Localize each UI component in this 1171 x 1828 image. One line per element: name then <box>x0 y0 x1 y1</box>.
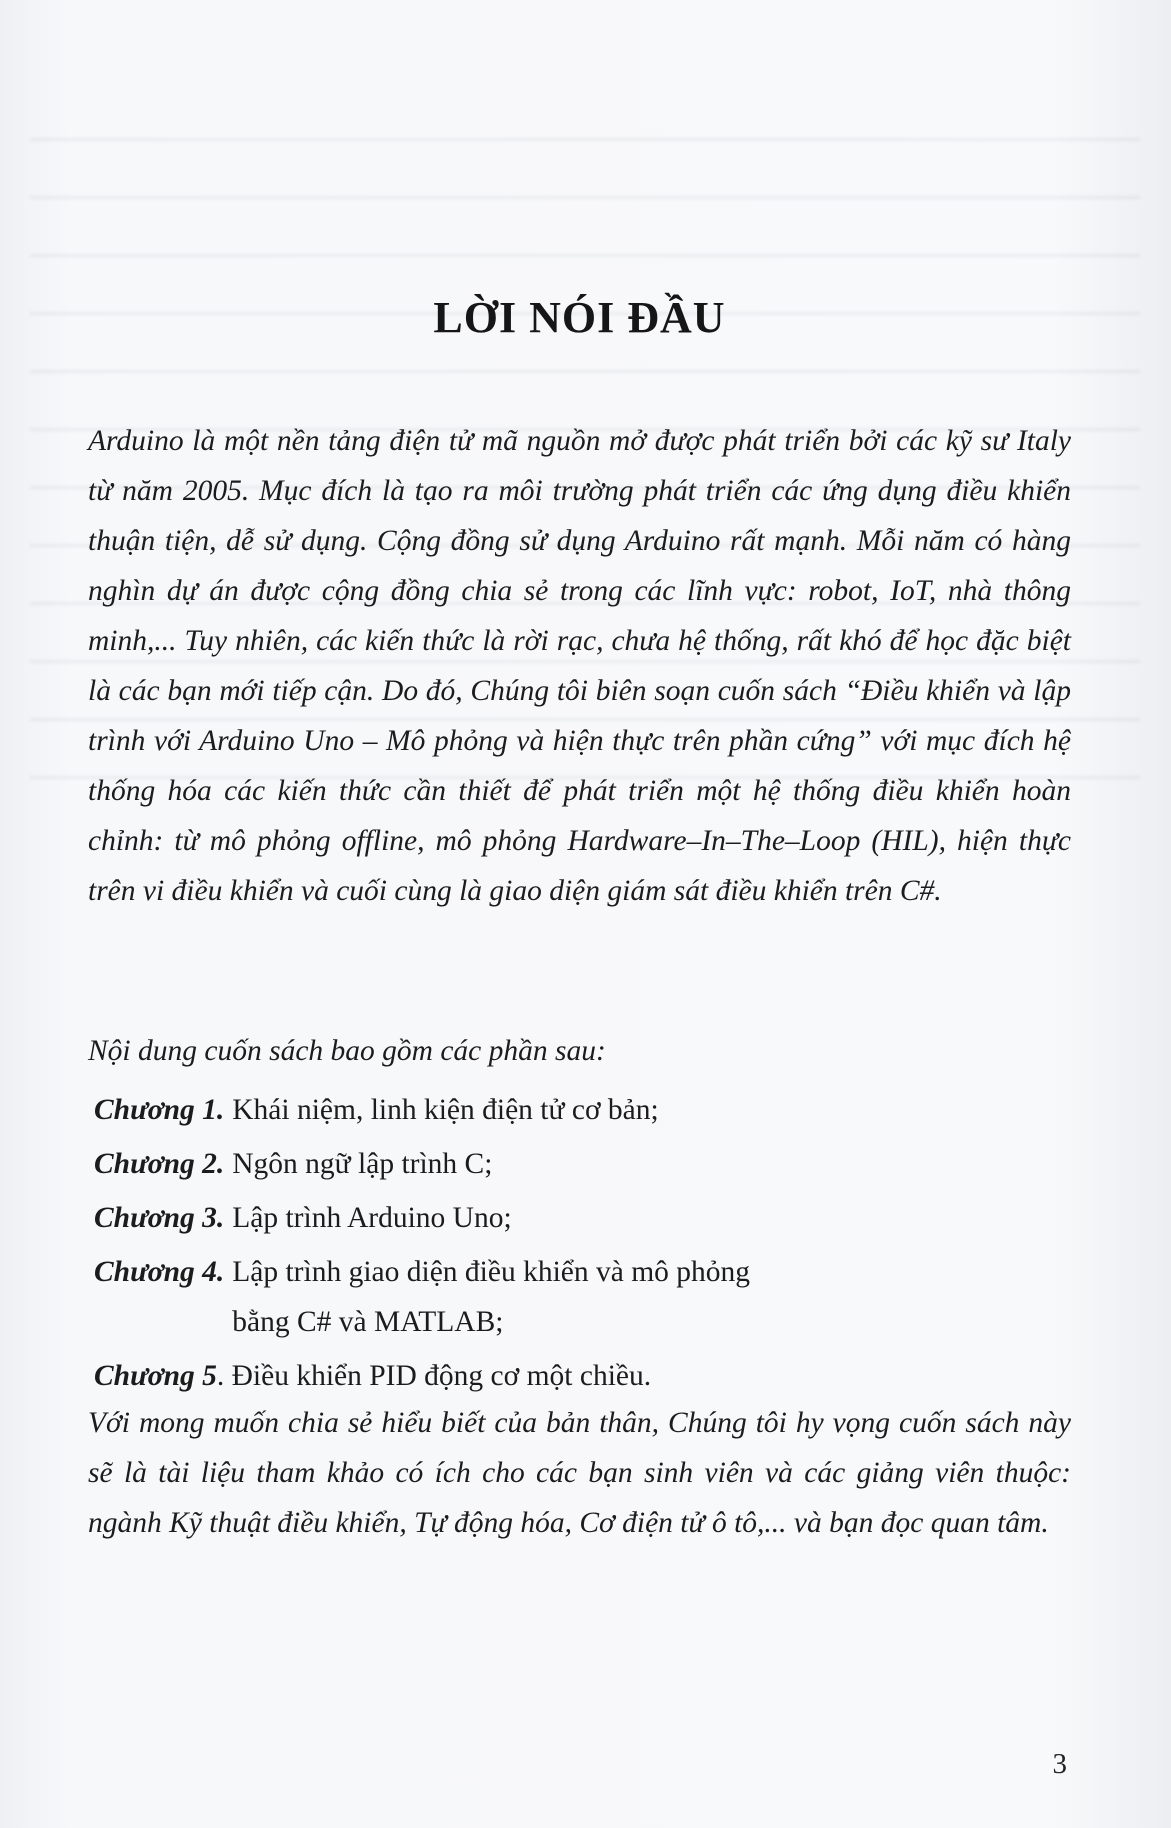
chapter-list <box>94 1085 1054 1405</box>
page-title: LỜI NÓI ĐẦU <box>433 293 726 342</box>
chapter-line: Ngôn ngữ lập trình C; <box>232 1148 493 1180</box>
chapter-line: Lập trình giao diện điều khiển và mô phỏng <box>232 1256 751 1288</box>
chapter-description <box>224 1247 1054 1347</box>
contents-intro: Nội dung cuốn sách bao gồm các phần sau: <box>88 1035 606 1067</box>
intro-paragraph: Arduino là một nền tảng điện tử mã nguồn mở được phát triển bởi các kỹ sư Italy từ năm 2005. Mục đích là tạo ra môi trường phát triển các ứng dụng điều khiển thuận tiện, dễ sử dụng. Cộng đồng sử dụng Arduino rất mạnh. Mỗi năm có hàng nghìn dự án được cộng đồng chia sẻ trong các lĩnh vực: robot, IoT, nhà thông minh,... Tuy nhiên, các kiến thức là rời rạc, chưa hệ thống, rất khó để học đặc biệt là các bạn mới tiếp cận. Do đó, Chúng tôi biên soạn cuốn sách “Điều khiển và lập trình với Arduino Uno – Mô phỏng và hiện thực trên phần cứng” với mục đích hệ thống hóa các kiến thức cần thiết để phát triển một hệ thống điều khiển hoàn chỉnh: từ mô phỏng offline, mô phỏng Hardware–In–The–Loop (HIL), hiện thực trên vi điều khiển và cuối cùng là giao diện giám sát điều khiển trên C#. <box>88 425 1071 907</box>
closing-paragraph: Với mong muốn chia sẻ hiểu biết của bản thân, Chúng tôi hy vọng cuốn sách này sẽ là tài liệu tham khảo có ích cho các bạn sinh viên và các giảng viên thuộc: ngành Kỹ thuật điều khiển, Tự động hóa, Cơ điện tử ô tô,... và bạn đọc quan tâm. <box>88 1407 1071 1539</box>
chapter-item <box>94 1351 1054 1401</box>
chapter-item <box>94 1193 1054 1243</box>
chapter-label: Chương 3. <box>94 1202 225 1234</box>
chapter-label: Chương 4. <box>94 1256 225 1288</box>
chapter-item <box>94 1085 1054 1135</box>
chapter-description <box>224 1139 1054 1189</box>
chapter-line: bằng C# và MATLAB; <box>232 1306 504 1338</box>
page-number: 3 <box>1052 1748 1067 1780</box>
chapter-label: Chương 1. <box>94 1094 225 1126</box>
chapter-line: Lập trình Arduino Uno; <box>232 1202 512 1234</box>
chapter-description <box>217 1351 1054 1401</box>
chapter-description <box>224 1193 1054 1243</box>
chapter-line: . Điều khiển PID động cơ một chiều. <box>216 1360 652 1392</box>
chapter-item <box>94 1139 1054 1189</box>
chapter-label: Chương 5 <box>94 1360 217 1392</box>
chapter-item <box>94 1247 1054 1347</box>
chapter-description <box>224 1085 1054 1135</box>
chapter-label: Chương 2. <box>94 1148 225 1180</box>
chapter-line: Khái niệm, linh kiện điện tử cơ bản; <box>232 1094 659 1126</box>
